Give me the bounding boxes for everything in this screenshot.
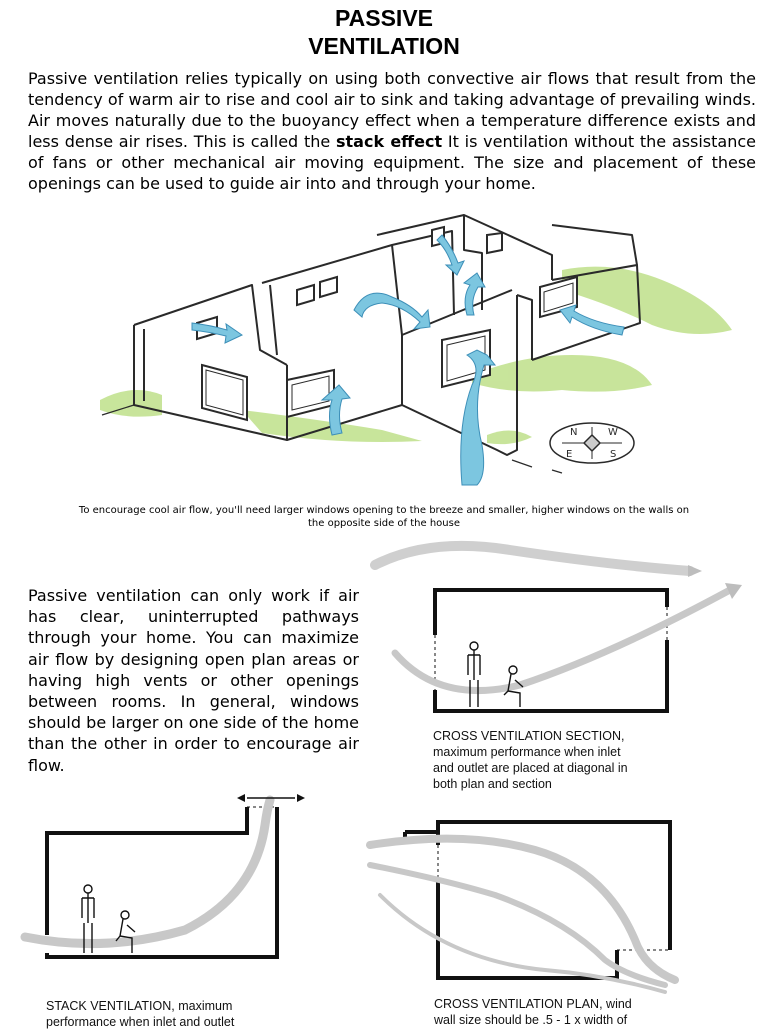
svg-text:E: E	[566, 449, 573, 460]
cross-plan-label-line2: wall size should be .5 - 1 x width of	[434, 1013, 628, 1027]
body-paragraph: Passive ventilation can only work if air has clear, uninterrupted pathways through your home. You can maximize air flow by designing open plan areas or having high vents or other openings between rooms. In general, windows should be larger on one side of the home than the other in order to encourage air flow.	[28, 586, 359, 775]
outside-airflow-arrow	[375, 546, 702, 577]
plan-building-outline	[405, 822, 670, 978]
stack-label-title: STACK VENTILATION,	[46, 999, 175, 1013]
svg-text:W: W	[608, 427, 618, 438]
intro-bold-term: stack effect	[335, 132, 443, 151]
svg-text:N: N	[570, 427, 578, 438]
cross-ventilation-section-diagram	[370, 535, 768, 720]
cross-section-label-line4: both plan and section	[433, 777, 552, 791]
stack-label-line2: performance when inlet and outlet	[46, 1015, 235, 1029]
house-caption: To encourage cool air flow, you'll need larger windows opening to the breeze and smaller, higher windows on the walls on the opposite side of the house	[78, 505, 690, 529]
cross-plan-label-rest: wind	[606, 997, 632, 1011]
svg-text:S: S	[610, 449, 617, 460]
house-sketch-illustration	[92, 205, 742, 495]
stack-airflow-arrow	[25, 794, 305, 944]
intro-paragraph	[28, 68, 756, 194]
grass-patches	[100, 267, 732, 444]
standing-person-icon	[468, 642, 480, 707]
inside-airflow-arrow	[395, 583, 742, 691]
intro-text-part2: It is ventilation without the assistance of fans or other mechanical air moving equipment. The size and placement of these openings can be used to guide air into and through your home.	[28, 132, 757, 193]
cross-section-label	[433, 728, 743, 792]
cross-section-label-line2: maximum performance when inlet	[433, 745, 621, 759]
page-title	[0, 4, 768, 60]
cross-ventilation-plan-diagram	[365, 810, 765, 995]
stack-ventilation-diagram	[15, 785, 315, 965]
cross-plan-label	[434, 996, 754, 1028]
plan-airflow-arrows	[370, 839, 675, 992]
stack-label	[46, 998, 306, 1030]
title-line-2: VENTILATION	[308, 33, 460, 59]
title-line-1: PASSIVE	[335, 5, 433, 31]
cross-section-label-line3: and outlet are placed at diagonal in	[433, 761, 628, 775]
cross-section-label-title: CROSS VENTILATION SECTION,	[433, 729, 625, 743]
stack-label-rest: maximum	[178, 999, 233, 1013]
compass-rose-icon	[550, 423, 634, 463]
cross-plan-label-title: CROSS VENTILATION PLAN,	[434, 997, 603, 1011]
intro-text-part1: Passive ventilation relies typically on using both convective air flows that result from the tendency of warm air to rise and cool air to sink and taking advantage of prevailing winds. Air moves naturally due to the buoyancy effect when a temperature difference exists and less dense air rises. This is called the	[28, 69, 756, 151]
